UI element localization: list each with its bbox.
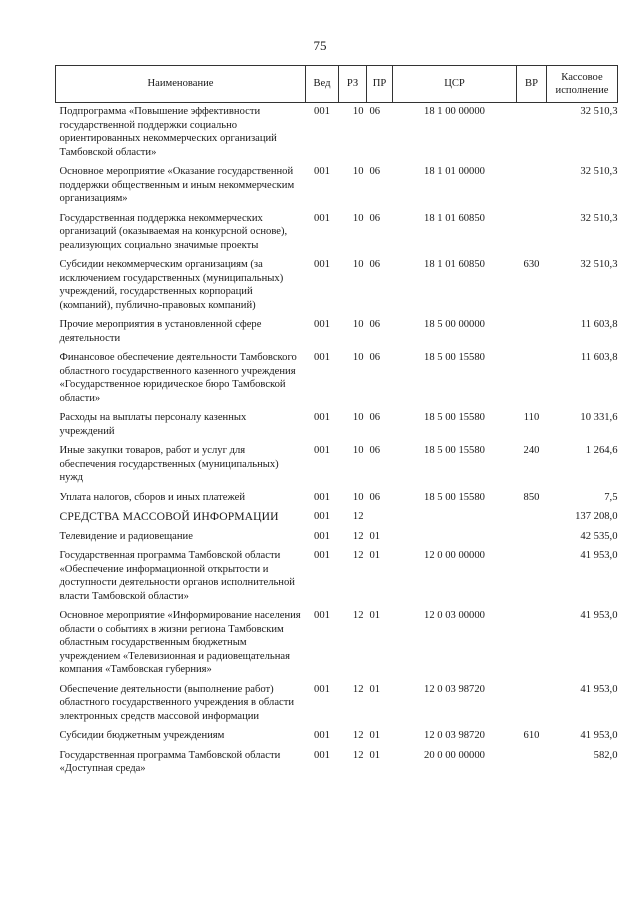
cell-vr: 110 (523, 412, 540, 423)
cell-pr: 06 (369, 259, 381, 270)
cell-ved: 001 (314, 412, 330, 423)
header-vr: ВР (517, 66, 547, 103)
table-row (56, 103, 618, 166)
cell-vr: 850 (523, 491, 540, 503)
table-row (56, 258, 618, 318)
cell-rz: 10 (352, 259, 364, 270)
cell-vr: 610 (523, 730, 540, 741)
cell-name: Основное мероприятие «Оказание государственной поддержки общественным и иным некоммерческим организациям» (59, 166, 295, 204)
cell-csr (393, 510, 517, 530)
page-number: 75 (313, 38, 327, 53)
cell-rz: 12 (352, 683, 364, 695)
cell-rz: 12 (352, 610, 364, 621)
header-pr: ПР (367, 66, 393, 103)
cell-csr: 18 5 00 15580 (424, 412, 485, 423)
cell-name: Уплата налогов, сборов и иных платежей (59, 491, 246, 503)
cell-sum: 32 510,3 (580, 106, 618, 117)
cell-pr: 06 (369, 445, 381, 456)
cell-sum: 41 953,0 (580, 550, 618, 561)
table-row (56, 729, 618, 749)
cell-sum: 7,5 (604, 491, 618, 503)
cell-name: Государственная программа Тамбовской области «Обеспечение информационной открытости и доступности деятельности органов исполнительной власти Тамбовской области» (59, 550, 295, 602)
header-csr: ЦСР (393, 66, 517, 103)
table-body (56, 103, 618, 782)
cell-rz: 10 (352, 445, 364, 456)
cell-ved: 001 (314, 319, 330, 330)
cell-rz: 10 (352, 106, 364, 117)
table-row (56, 318, 618, 351)
cell-sum: 41 953,0 (580, 730, 618, 741)
cell-rz: 10 (352, 319, 364, 330)
cell-csr: 18 1 00 00000 (424, 106, 485, 117)
cell-vr (517, 510, 547, 530)
cell-sum: 11 603,8 (580, 319, 618, 330)
table-row (56, 683, 618, 730)
cell-ved: 001 (314, 530, 330, 542)
cell-pr: 01 (369, 683, 381, 695)
cell-ved: 001 (314, 166, 330, 177)
cell-ved: 001 (314, 106, 330, 117)
cell-vr (517, 609, 547, 683)
cell-vr: 630 (523, 259, 540, 270)
budget-execution-table (55, 65, 618, 782)
cell-vr (517, 103, 547, 166)
cell-sum: 582,0 (593, 749, 618, 761)
cell-csr: 18 5 00 15580 (424, 445, 485, 456)
cell-sum: 32 510,3 (580, 212, 618, 224)
cell-sum: 32 510,3 (580, 259, 618, 270)
cell-ved: 001 (314, 550, 330, 561)
table-row (56, 491, 618, 511)
table-row (56, 444, 618, 491)
cell-sum: 32 510,3 (580, 166, 618, 177)
cell-csr: 12 0 03 00000 (424, 610, 485, 621)
cell-csr: 18 5 00 00000 (424, 319, 485, 330)
cell-vr (517, 530, 547, 550)
cell-ved: 001 (314, 491, 330, 503)
cell-pr: 06 (369, 491, 381, 503)
cell-ved: 001 (314, 259, 330, 270)
table-row (56, 549, 618, 609)
cell-pr: 06 (369, 319, 381, 330)
cell-csr: 18 1 01 00000 (424, 166, 485, 177)
cell-rz: 10 (352, 166, 364, 177)
cell-pr: 06 (369, 352, 381, 363)
cell-name: Обеспечение деятельности (выполнение работ) областного государственного учреждения в области электронных средств массовой информации (59, 683, 295, 722)
cell-csr: 12 0 03 98720 (424, 730, 485, 741)
cell-vr (517, 212, 547, 259)
cell-csr: 18 1 01 60850 (424, 259, 485, 270)
cell-pr: 06 (369, 166, 381, 177)
table-row (56, 530, 618, 550)
cell-rz: 10 (352, 212, 364, 224)
cell-rz: 12 (352, 511, 364, 522)
table-row (56, 411, 618, 444)
cell-vr (517, 165, 547, 212)
cell-name: Расходы на выплаты персоналу казенных учреждений (59, 412, 247, 437)
cell-rz: 12 (352, 749, 364, 761)
cell-pr: 01 (369, 749, 381, 761)
cell-sum: 10 331,6 (580, 412, 618, 423)
cell-rz: 12 (352, 730, 364, 741)
cell-sum: 1 264,6 (585, 445, 618, 456)
table-row (56, 609, 618, 683)
header-rz: РЗ (339, 66, 367, 103)
cell-ved: 001 (314, 730, 330, 741)
cell-csr (393, 530, 517, 550)
table-row (56, 351, 618, 411)
cell-ved: 001 (314, 511, 330, 522)
cell-name: Финансовое обеспечение деятельности Тамбовского областного государственного казенного учреждения «Государственное юридическое бюро Тамбовской области» (59, 352, 297, 404)
cell-sum: 11 603,8 (580, 352, 618, 363)
cell-ved: 001 (314, 749, 330, 761)
header-ved: Вед (306, 66, 339, 103)
cell-name: Субсидии некоммерческим организациям (за исключением государственных (муниципальных) учреждений, государственных корпораций (компаний), публично-правовых компаний) (59, 259, 284, 311)
cell-vr (517, 683, 547, 730)
cell-vr (517, 351, 547, 411)
cell-csr: 18 5 00 15580 (424, 491, 485, 503)
header-name: Наименование (56, 66, 306, 103)
cell-sum: 41 953,0 (580, 610, 618, 621)
table-row (56, 212, 618, 259)
cell-name: Государственная программа Тамбовской области «Доступная среда» (59, 749, 281, 774)
cell-rz: 12 (352, 530, 364, 542)
cell-csr: 12 0 00 00000 (424, 550, 485, 561)
cell-name: Подпрограмма «Повышение эффективности государственной поддержки социально ориентированных некоммерческих организаций Тамбовской области» (59, 106, 277, 158)
cell-name: Государственная поддержка некоммерческих организаций (оказываемая на конкурсной основе), реализующих социально значимые проекты (59, 212, 288, 251)
cell-pr: 06 (369, 412, 381, 423)
cell-ved: 001 (314, 683, 330, 695)
cell-ved: 001 (314, 352, 330, 363)
cell-pr: 06 (369, 106, 381, 117)
cell-vr (517, 549, 547, 609)
cell-pr: 01 (369, 610, 381, 621)
cell-vr (517, 318, 547, 351)
cell-name: Телевидение и радиовещание (59, 530, 193, 542)
cell-sum: 42 535,0 (580, 530, 618, 542)
table-row (56, 165, 618, 212)
cell-name: Прочие мероприятия в установленной сфере деятельности (59, 319, 262, 344)
cell-rz: 12 (352, 550, 364, 561)
cell-sum: 137 208,0 (575, 511, 618, 522)
cell-name: Субсидии бюджетным учреждениям (59, 730, 225, 741)
cell-vr (517, 749, 547, 782)
cell-csr: 18 5 00 15580 (424, 352, 485, 363)
cell-csr: 20 0 00 00000 (424, 749, 485, 761)
header-sum: Кассовое исполнение (547, 66, 618, 103)
table-row (56, 749, 618, 782)
cell-csr: 18 1 01 60850 (424, 212, 485, 224)
cell-ved: 001 (314, 445, 330, 456)
cell-pr: 01 (369, 730, 381, 741)
section-row (56, 510, 618, 530)
cell-vr: 240 (523, 445, 540, 456)
cell-rz: 10 (352, 352, 364, 363)
cell-pr (367, 510, 393, 530)
cell-pr: 06 (369, 212, 381, 224)
table-header-row (56, 66, 618, 103)
cell-name: Основное мероприятие «Информирование населения области о событиях в жизни региона Тамбовским областным государственным бюджетным учреждением «Телевизионная и радиовещательная компания «Тамбовская губерния» (59, 610, 301, 675)
cell-ved: 001 (314, 212, 330, 224)
cell-rz: 10 (352, 491, 364, 503)
cell-pr: 01 (369, 530, 381, 542)
cell-csr: 12 0 03 98720 (424, 683, 485, 695)
cell-ved: 001 (314, 610, 330, 621)
cell-pr: 01 (369, 550, 381, 561)
cell-rz: 10 (352, 412, 364, 423)
cell-sum: 41 953,0 (580, 683, 618, 695)
cell-name: СРЕДСТВА МАССОВОЙ ИНФОРМАЦИИ (59, 510, 279, 523)
cell-name: Иные закупки товаров, работ и услуг для обеспечения государственных (муниципальных) нужд (59, 445, 279, 483)
